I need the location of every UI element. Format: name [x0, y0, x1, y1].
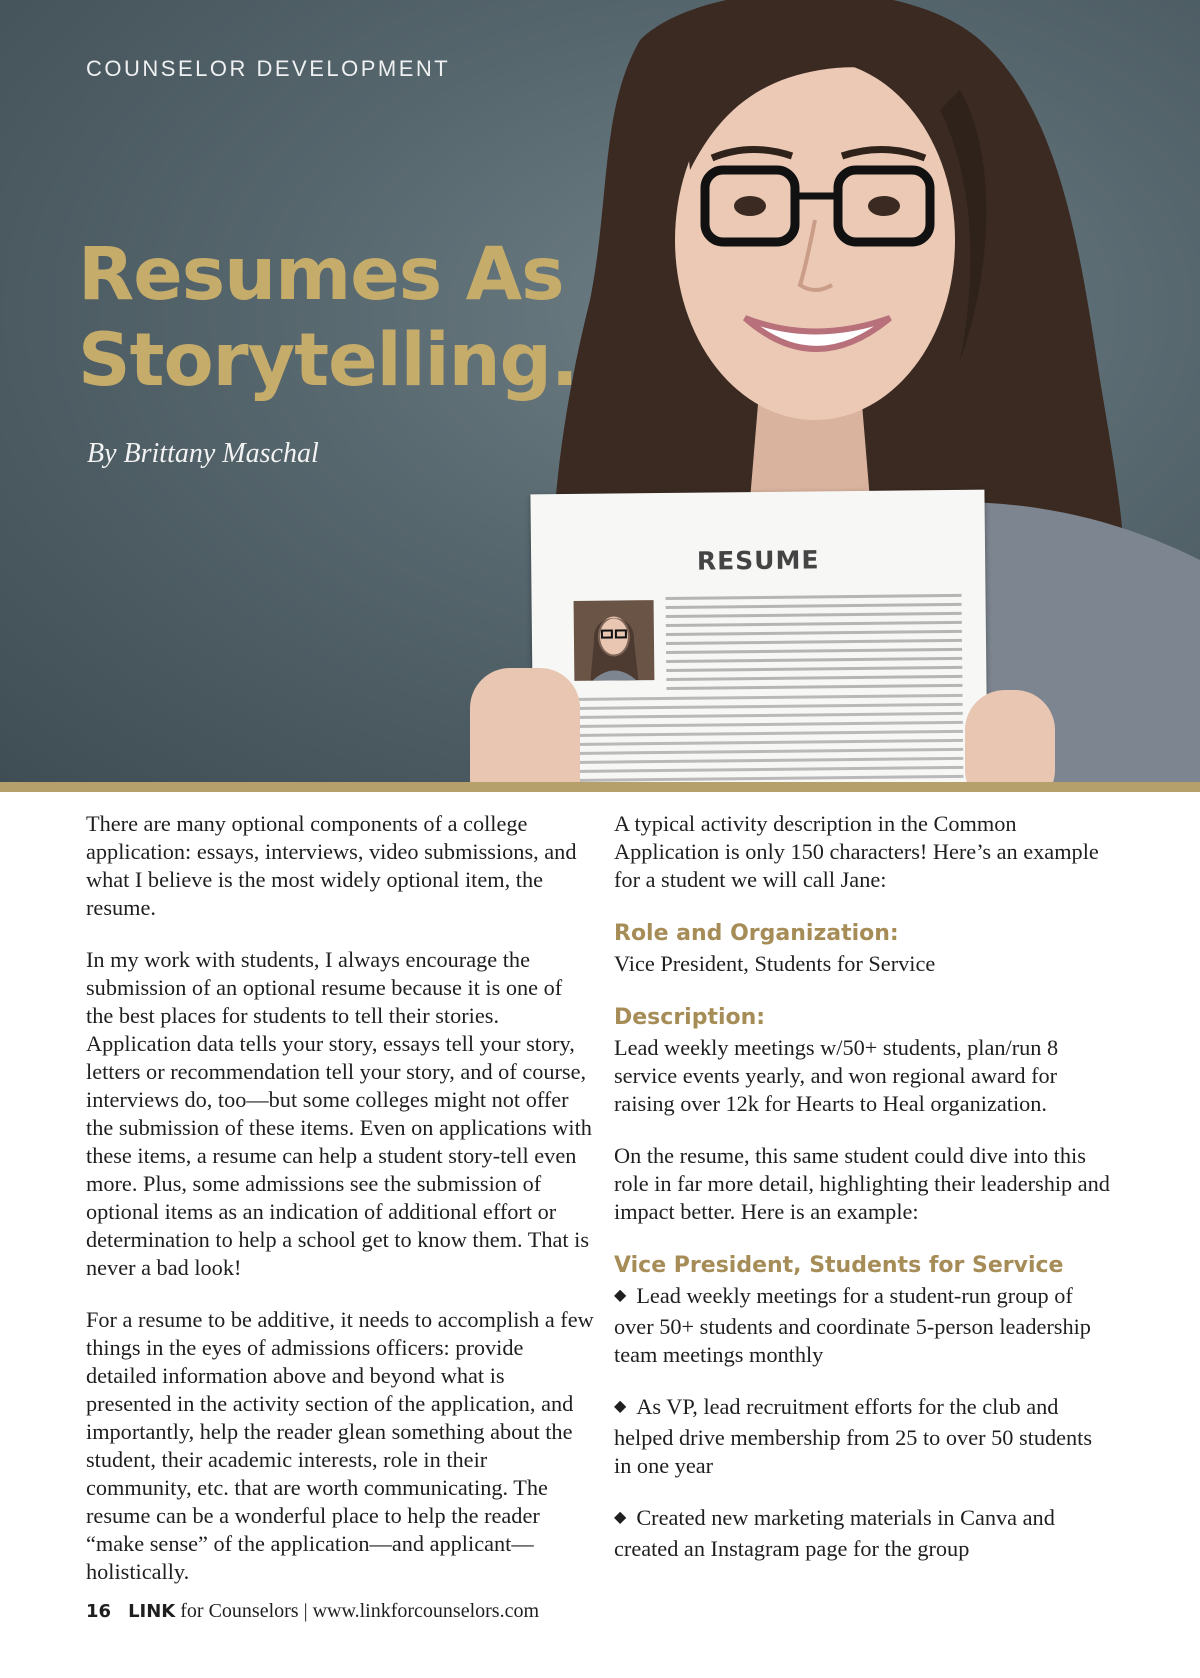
description-text: Lead weekly meetings w/50+ students, plan/run 8 service events yearly, and won regional award for raising over 12k for Hearts to Heal organization.: [614, 1035, 1059, 1116]
bullet-item: [614, 1504, 1114, 1563]
resume-intro-paragraph: On the resume, this same student could dive into this role in far more detail, highlighting their leadership and impact better. Here is an example:: [614, 1143, 1110, 1224]
bullet-text: As VP, lead recruitment efforts for the club and helped drive membership from 25 to over 50 students in one year: [614, 1394, 1093, 1478]
example-heading: Vice President, Students for Service: [614, 1253, 1064, 1278]
bullet-item: [614, 1282, 1114, 1369]
left-hand: [470, 668, 580, 782]
resume-paper-photo: [574, 600, 655, 681]
right-hand: [965, 690, 1055, 782]
resume-paper-title: RESUME: [696, 545, 820, 576]
section-label: COUNSELOR DEVELOPMENT: [86, 56, 451, 81]
publication-brand: LINK: [128, 1601, 176, 1622]
role-heading: Role and Organization:: [614, 921, 899, 946]
right-column: [614, 810, 1114, 1587]
paragraph: In my work with students, I always encourage the submission of an optional resume because it is one of the best places for students to tell their stories. Application data tells your story, essays tell your story, letters or recommendation tell your story, and of course, interviews do, too—but some colleges might not offer the submission of these items. Even on applications with these items, a resume can help a student story-tell even more. Plus, some admissions see the submission of optional items as an indication of additional effort or determination to help a school get to know them. That is never a bad look!: [86, 947, 592, 1280]
bullet-text: Lead weekly meetings for a student-run group of over 50+ students and coordinate 5-person leadership team meetings monthly: [614, 1283, 1091, 1367]
bullet-text: Created new marketing materials in Canva and created an Instagram page for the group: [614, 1505, 1055, 1561]
gold-divider: [0, 782, 1200, 792]
page-number: 16: [86, 1601, 112, 1622]
publication-info: for Counselors | www.linkforcounselors.com: [180, 1600, 540, 1622]
description-heading: Description:: [614, 1005, 766, 1030]
hero-image: [0, 0, 1200, 782]
paragraph: For a resume to be additive, it needs to accomplish a few things in the eyes of admissions officers: provide detailed information above and beyond what is presented in the activity section of the application, and importantly, help the reader glean something about the student, their academic interests, role in their community, etc. that are worth communicating. The resume can be a wonderful place to help the reader “make sense” of the application—and applicant—holistically.: [86, 1307, 594, 1584]
diamond-bullet-icon: ◆: [614, 1287, 627, 1304]
diamond-bullet-icon: ◆: [614, 1398, 627, 1415]
resume-paper-text-lines: [666, 594, 963, 696]
paragraph: There are many optional components of a college application: essays, interviews, video submissions, and what I believe is the most widely optional item, the resume.: [86, 811, 577, 920]
bullet-item: [614, 1393, 1114, 1480]
intro-paragraph: A typical activity description in the Common Application is only 150 characters! Here’s an example for a student we will call Jane:: [614, 811, 1099, 892]
resume-paper: [530, 490, 987, 782]
article-title: Resumes As Storytelling.: [78, 232, 578, 403]
left-column: [86, 810, 594, 1610]
byline: By Brittany Maschal: [87, 438, 319, 469]
resume-paper-text-lines-lower: [573, 694, 964, 782]
diamond-bullet-icon: ◆: [614, 1509, 627, 1526]
role-text: Vice President, Students for Service: [614, 951, 936, 976]
page-footer: [86, 1600, 539, 1623]
